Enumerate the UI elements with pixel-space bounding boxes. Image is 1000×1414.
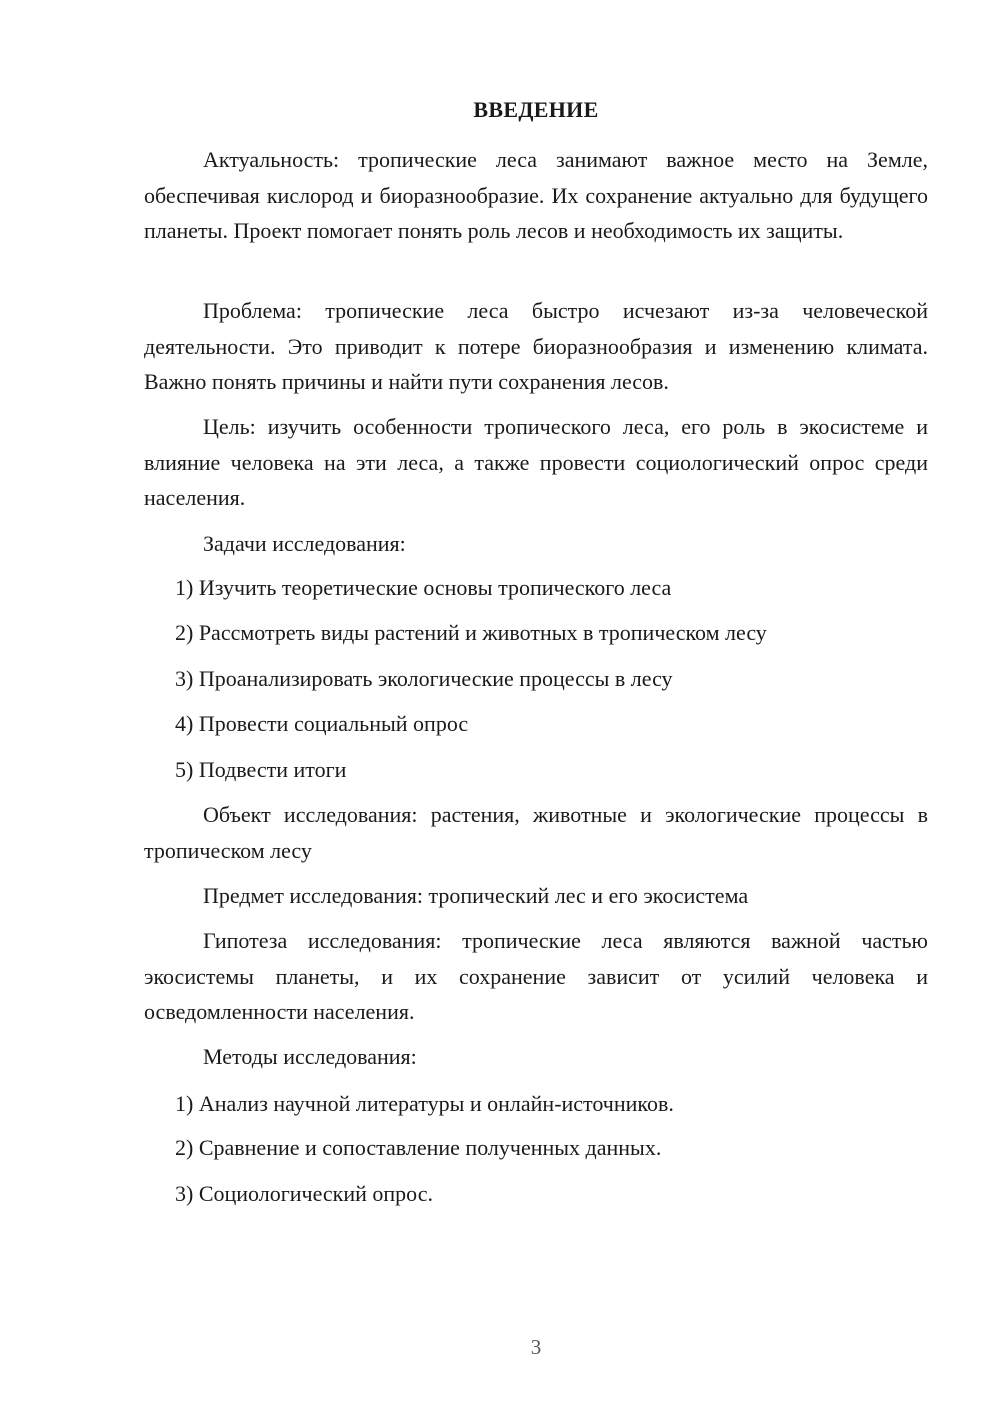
task-item: 3) Проанализировать экологические процессы в лесу — [175, 666, 673, 691]
task-item: 5) Подвести итоги — [175, 757, 347, 782]
method-item: 2) Сравнение и сопоставление полученных данных. — [175, 1135, 662, 1160]
problem-paragraph: Проблема: тропические леса быстро исчезают из-за человеческой деятельности. Это приводит к потере биоразнообразия и изменению климата. Важно понять причины и найти пути сохранения лесов. — [144, 298, 928, 394]
subject-paragraph: Предмет исследования: тропический лес и его экосистема — [203, 883, 749, 908]
method-item: 3) Социологический опрос. — [175, 1181, 433, 1206]
task-item: 4) Провести социальный опрос — [175, 711, 469, 736]
method-item: 1) Анализ научной литературы и онлайн-источников. — [175, 1091, 674, 1116]
tasks-heading: Задачи исследования: — [203, 531, 406, 556]
page-number: 3 — [530, 1335, 542, 1359]
hypothesis-paragraph: Гипотеза исследования: тропические леса являются важной частью экосистемы планеты, и их сохранение зависит от усилий человека и осведомленности населения. — [144, 928, 928, 1024]
task-item: 2) Рассмотреть виды растений и животных в тропическом лесу — [175, 620, 767, 645]
page-title: ВВЕДЕНИЕ — [473, 97, 599, 122]
object-paragraph: Объект исследования: растения, животные и экологические процессы в тропическом лесу — [144, 802, 928, 863]
task-item: 1) Изучить теоретические основы тропического леса — [175, 575, 672, 600]
methods-heading: Методы исследования: — [203, 1044, 417, 1069]
goal-paragraph: Цель: изучить особенности тропического леса, его роль в экосистеме и влияние человека на эти леса, а также провести социологический опрос среди населения. — [144, 414, 928, 510]
relevance-paragraph: Актуальность: тропические леса занимают важное место на Земле, обеспечивая кислород и биоразнообразие. Их сохранение актуально для будущего планеты. Проект помогает понять роль лесов и необходимость их защиты. — [144, 147, 928, 243]
